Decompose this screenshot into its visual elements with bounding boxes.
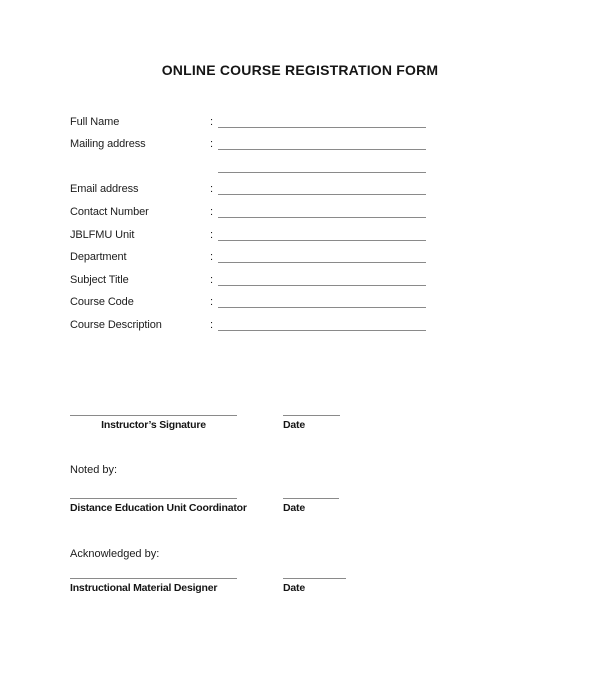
field-row xyxy=(70,196,430,219)
field-label: JBLFMU Unit xyxy=(70,228,135,241)
fields-section xyxy=(70,106,430,332)
field-colon: : xyxy=(210,205,214,218)
coordinator-signature-label: Distance Education Unit Coordinator xyxy=(70,502,247,514)
field-fill-line xyxy=(218,284,426,286)
field-label: Subject Title xyxy=(70,273,129,286)
acknowledged-by-label: Acknowledged by: xyxy=(70,548,160,560)
field-colon: : xyxy=(210,138,214,151)
instructor-signature-label: Instructor’s Signature xyxy=(101,419,206,431)
field-label: Course Code xyxy=(70,296,134,309)
field-label: Email address xyxy=(70,183,139,196)
field-row xyxy=(70,264,430,287)
field-fill-line xyxy=(218,193,426,195)
field-fill-line xyxy=(218,171,426,173)
field-fill-line xyxy=(218,239,426,241)
field-colon: : xyxy=(210,228,214,241)
field-fill-line xyxy=(218,306,426,308)
field-row xyxy=(70,106,430,129)
field-row xyxy=(70,309,430,332)
field-label: Full Name xyxy=(70,115,120,128)
noted-by-label: Noted by: xyxy=(70,464,118,476)
field-colon: : xyxy=(210,251,214,264)
field-fill-line xyxy=(218,216,426,218)
field-row xyxy=(70,174,430,197)
field-colon: : xyxy=(210,273,214,286)
coordinator-date-line xyxy=(283,498,339,499)
field-row xyxy=(70,151,430,174)
field-fill-line xyxy=(218,261,426,263)
field-colon: : xyxy=(210,296,214,309)
coordinator-signature-line xyxy=(70,498,237,499)
field-label: Course Description xyxy=(70,318,162,331)
field-row xyxy=(70,129,430,152)
field-colon: : xyxy=(210,183,214,196)
field-fill-line xyxy=(218,329,426,331)
form-title: ONLINE COURSE REGISTRATION FORM xyxy=(161,62,439,78)
field-row xyxy=(70,242,430,265)
designer-signature-label: Instructional Material Designer xyxy=(70,582,218,594)
field-fill-line xyxy=(218,126,426,128)
field-row xyxy=(70,219,430,242)
field-colon: : xyxy=(210,318,214,331)
designer-date-label: Date xyxy=(283,582,305,594)
designer-signature-line xyxy=(70,578,237,579)
field-colon: : xyxy=(210,115,214,128)
field-label: Department xyxy=(70,251,127,264)
instructor-date-label: Date xyxy=(283,419,305,431)
field-label: Mailing address xyxy=(70,138,146,151)
field-row xyxy=(70,287,430,310)
field-fill-line xyxy=(218,148,426,150)
instructor-date-line xyxy=(283,415,340,416)
instructor-signature-line xyxy=(70,415,237,416)
designer-date-line xyxy=(283,578,346,579)
field-label: Contact Number xyxy=(70,205,149,218)
coordinator-date-label: Date xyxy=(283,502,305,514)
